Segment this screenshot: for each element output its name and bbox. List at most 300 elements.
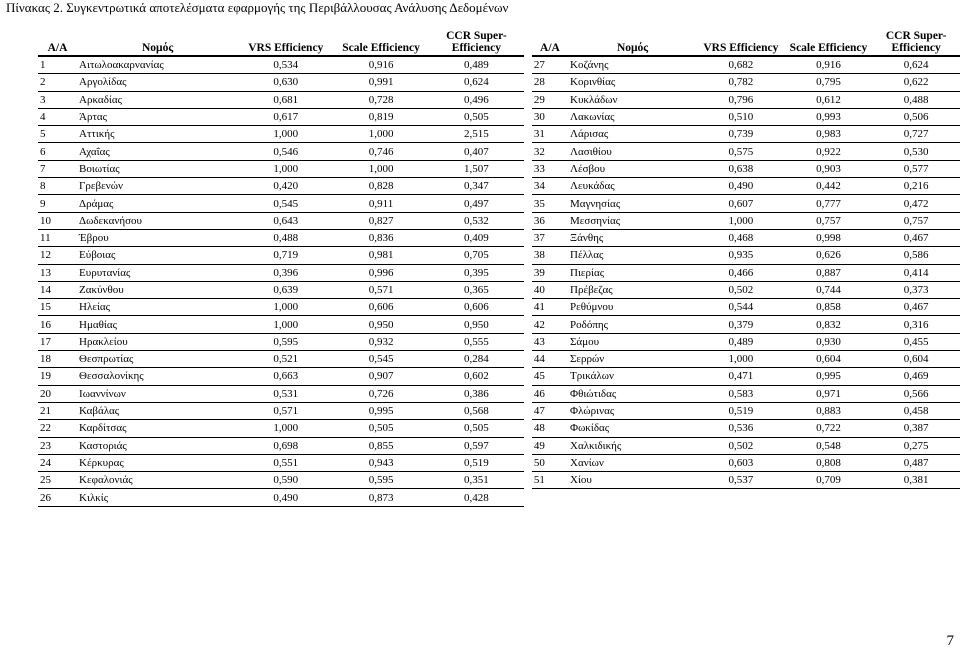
cell-scale-2: 0,795 bbox=[785, 74, 873, 91]
cell-ccr-2: 0,727 bbox=[872, 126, 960, 143]
cell-vrs-2: 0,466 bbox=[697, 264, 785, 281]
cell-scale: 0,746 bbox=[333, 143, 428, 160]
cell-ccr: 0,602 bbox=[429, 368, 524, 385]
table-row bbox=[38, 333, 960, 350]
cell-ccr: 0,532 bbox=[429, 212, 524, 229]
table-row bbox=[38, 229, 960, 246]
cell-aa-2: 30 bbox=[532, 108, 568, 125]
cell-scale-2 bbox=[785, 489, 873, 506]
cell-vrs: 0,551 bbox=[238, 454, 333, 471]
cell-scale-2: 0,832 bbox=[785, 316, 873, 333]
column-gap bbox=[524, 212, 532, 229]
cell-aa-2: 51 bbox=[532, 472, 568, 489]
table-body bbox=[38, 56, 960, 506]
cell-scale: 0,726 bbox=[333, 385, 428, 402]
table-header-row bbox=[38, 28, 960, 56]
cell-nomos-2: Ξάνθης bbox=[568, 229, 697, 246]
cell-vrs: 0,546 bbox=[238, 143, 333, 160]
cell-nomos: Ζακύνθου bbox=[77, 281, 238, 298]
cell-nomos: Καρδίτσας bbox=[77, 420, 238, 437]
table-caption: Πίνακας 2. Συγκεντρωτικά αποτελέσματα εφαρμογής της Περιβάλλουσας Ανάλυσης Δεδομένων bbox=[6, 0, 509, 15]
cell-scale: 0,950 bbox=[333, 316, 428, 333]
cell-nomos: Άρτας bbox=[77, 108, 238, 125]
cell-vrs-2: 0,537 bbox=[697, 472, 785, 489]
cell-scale-2: 0,998 bbox=[785, 229, 873, 246]
cell-ccr: 0,950 bbox=[429, 316, 524, 333]
column-gap bbox=[524, 74, 532, 91]
cell-nomos: Εύβοιας bbox=[77, 247, 238, 264]
cell-nomos: Αρκαδίας bbox=[77, 91, 238, 108]
table-row bbox=[38, 368, 960, 385]
cell-scale-2: 0,777 bbox=[785, 195, 873, 212]
table-row bbox=[38, 247, 960, 264]
cell-scale: 0,819 bbox=[333, 108, 428, 125]
cell-scale-2: 0,722 bbox=[785, 420, 873, 437]
cell-aa-2: 46 bbox=[532, 385, 568, 402]
column-gap bbox=[524, 195, 532, 212]
cell-nomos-2: Φωκίδας bbox=[568, 420, 697, 437]
cell-nomos: Αργολίδας bbox=[77, 74, 238, 91]
cell-aa-2: 45 bbox=[532, 368, 568, 385]
cell-ccr: 0,606 bbox=[429, 299, 524, 316]
cell-nomos: Ιωαννίνων bbox=[77, 385, 238, 402]
cell-scale-2: 0,808 bbox=[785, 454, 873, 471]
cell-ccr-2: 0,530 bbox=[872, 143, 960, 160]
cell-nomos: Βοιωτίας bbox=[77, 160, 238, 177]
header-scale: Scale Efficiency bbox=[333, 28, 428, 56]
column-gap bbox=[524, 385, 532, 402]
cell-nomos-2: Λέσβου bbox=[568, 160, 697, 177]
cell-nomos: Ηλείας bbox=[77, 299, 238, 316]
cell-ccr: 0,496 bbox=[429, 91, 524, 108]
cell-scale-2: 0,993 bbox=[785, 108, 873, 125]
header-ccr: CCR Super-Efficiency bbox=[429, 28, 524, 56]
cell-ccr-2: 0,757 bbox=[872, 212, 960, 229]
cell-ccr: 0,409 bbox=[429, 229, 524, 246]
cell-ccr-2: 0,414 bbox=[872, 264, 960, 281]
cell-vrs-2: 0,682 bbox=[697, 56, 785, 74]
page-number: 7 bbox=[946, 633, 954, 649]
cell-aa: 21 bbox=[38, 402, 77, 419]
cell-aa: 7 bbox=[38, 160, 77, 177]
cell-vrs-2: 1,000 bbox=[697, 212, 785, 229]
cell-scale: 0,545 bbox=[333, 351, 428, 368]
cell-ccr-2: 0,488 bbox=[872, 91, 960, 108]
cell-aa: 11 bbox=[38, 229, 77, 246]
column-gap bbox=[524, 420, 532, 437]
cell-ccr-2: 0,467 bbox=[872, 299, 960, 316]
cell-aa: 14 bbox=[38, 281, 77, 298]
cell-ccr-2: 0,469 bbox=[872, 368, 960, 385]
column-gap bbox=[524, 264, 532, 281]
cell-nomos: Ημαθίας bbox=[77, 316, 238, 333]
cell-scale-2: 0,883 bbox=[785, 402, 873, 419]
cell-nomos-2: Φθιώτιδας bbox=[568, 385, 697, 402]
cell-nomos: Αχαΐας bbox=[77, 143, 238, 160]
cell-vrs-2: 0,739 bbox=[697, 126, 785, 143]
cell-scale: 0,828 bbox=[333, 178, 428, 195]
cell-ccr: 0,555 bbox=[429, 333, 524, 350]
cell-vrs: 0,571 bbox=[238, 402, 333, 419]
cell-scale: 0,911 bbox=[333, 195, 428, 212]
table-row bbox=[38, 195, 960, 212]
column-gap bbox=[524, 437, 532, 454]
cell-aa-2: 36 bbox=[532, 212, 568, 229]
cell-aa: 16 bbox=[38, 316, 77, 333]
cell-nomos-2: Λασιθίου bbox=[568, 143, 697, 160]
table-row bbox=[38, 351, 960, 368]
column-gap bbox=[524, 229, 532, 246]
cell-scale: 0,916 bbox=[333, 56, 428, 74]
cell-nomos: Καστοριάς bbox=[77, 437, 238, 454]
cell-vrs: 0,420 bbox=[238, 178, 333, 195]
cell-vrs: 0,521 bbox=[238, 351, 333, 368]
cell-aa-2: 41 bbox=[532, 299, 568, 316]
cell-vrs-2: 0,471 bbox=[697, 368, 785, 385]
cell-aa-2: 42 bbox=[532, 316, 568, 333]
cell-aa: 3 bbox=[38, 91, 77, 108]
cell-nomos-2: Σάμου bbox=[568, 333, 697, 350]
table-row bbox=[38, 91, 960, 108]
cell-aa: 2 bbox=[38, 74, 77, 91]
cell-nomos-2: Χανίων bbox=[568, 454, 697, 471]
cell-nomos: Δράμας bbox=[77, 195, 238, 212]
cell-nomos-2: Τρικάλων bbox=[568, 368, 697, 385]
column-gap bbox=[524, 402, 532, 419]
cell-aa-2: 50 bbox=[532, 454, 568, 471]
cell-vrs: 0,534 bbox=[238, 56, 333, 74]
table-row bbox=[38, 437, 960, 454]
cell-scale-2: 0,983 bbox=[785, 126, 873, 143]
cell-ccr-2: 0,373 bbox=[872, 281, 960, 298]
header-gap bbox=[524, 28, 532, 56]
cell-scale: 0,996 bbox=[333, 264, 428, 281]
cell-nomos: Αττικής bbox=[77, 126, 238, 143]
cell-aa: 25 bbox=[38, 472, 77, 489]
cell-nomos-2: Πιερίας bbox=[568, 264, 697, 281]
cell-aa-2: 48 bbox=[532, 420, 568, 437]
cell-ccr-2: 0,216 bbox=[872, 178, 960, 195]
cell-vrs-2: 0,583 bbox=[697, 385, 785, 402]
cell-scale: 0,943 bbox=[333, 454, 428, 471]
cell-vrs: 0,488 bbox=[238, 229, 333, 246]
column-gap bbox=[524, 333, 532, 350]
cell-aa: 13 bbox=[38, 264, 77, 281]
cell-nomos-2: Χαλκιδικής bbox=[568, 437, 697, 454]
cell-ccr: 0,428 bbox=[429, 489, 524, 506]
cell-ccr-2: 0,586 bbox=[872, 247, 960, 264]
header-vrs-2: VRS Efficiency bbox=[697, 28, 785, 56]
table-row bbox=[38, 281, 960, 298]
cell-vrs-2: 0,638 bbox=[697, 160, 785, 177]
column-gap bbox=[524, 472, 532, 489]
column-gap bbox=[524, 143, 532, 160]
efficiency-table bbox=[38, 28, 960, 507]
cell-scale: 1,000 bbox=[333, 126, 428, 143]
cell-scale: 0,606 bbox=[333, 299, 428, 316]
cell-nomos-2: Πέλλας bbox=[568, 247, 697, 264]
cell-nomos-2: Λακωνίας bbox=[568, 108, 697, 125]
cell-ccr: 0,347 bbox=[429, 178, 524, 195]
cell-ccr-2: 0,566 bbox=[872, 385, 960, 402]
cell-aa: 19 bbox=[38, 368, 77, 385]
cell-aa: 8 bbox=[38, 178, 77, 195]
cell-scale: 0,836 bbox=[333, 229, 428, 246]
cell-scale-2: 0,858 bbox=[785, 299, 873, 316]
table-row bbox=[38, 472, 960, 489]
cell-ccr: 0,597 bbox=[429, 437, 524, 454]
column-gap bbox=[524, 299, 532, 316]
cell-vrs: 1,000 bbox=[238, 160, 333, 177]
cell-nomos: Αιτωλοακαρνανίας bbox=[77, 56, 238, 74]
cell-aa-2: 43 bbox=[532, 333, 568, 350]
cell-aa-2: 32 bbox=[532, 143, 568, 160]
cell-scale-2: 0,887 bbox=[785, 264, 873, 281]
header-nomos-2: Νομός bbox=[568, 28, 697, 56]
cell-scale: 0,981 bbox=[333, 247, 428, 264]
cell-aa: 20 bbox=[38, 385, 77, 402]
cell-vrs: 1,000 bbox=[238, 126, 333, 143]
cell-nomos: Κεφαλονιάς bbox=[77, 472, 238, 489]
cell-scale-2: 0,612 bbox=[785, 91, 873, 108]
cell-aa-2: 27 bbox=[532, 56, 568, 74]
cell-scale: 0,991 bbox=[333, 74, 428, 91]
table-row bbox=[38, 108, 960, 125]
cell-scale-2: 0,548 bbox=[785, 437, 873, 454]
header-ccr-2: CCR Super-Efficiency bbox=[872, 28, 960, 56]
cell-scale-2: 0,995 bbox=[785, 368, 873, 385]
cell-aa-2: 31 bbox=[532, 126, 568, 143]
cell-nomos-2: Φλώρινας bbox=[568, 402, 697, 419]
cell-nomos-2: Λευκάδας bbox=[568, 178, 697, 195]
cell-nomos: Θεσπρωτίας bbox=[77, 351, 238, 368]
cell-ccr-2: 0,275 bbox=[872, 437, 960, 454]
cell-ccr: 0,519 bbox=[429, 454, 524, 471]
cell-scale-2: 0,903 bbox=[785, 160, 873, 177]
column-gap bbox=[524, 351, 532, 368]
cell-aa: 22 bbox=[38, 420, 77, 437]
cell-scale: 0,907 bbox=[333, 368, 428, 385]
table-row bbox=[38, 402, 960, 419]
cell-vrs: 0,490 bbox=[238, 489, 333, 506]
table-row bbox=[38, 126, 960, 143]
cell-nomos-2: Μαγνησίας bbox=[568, 195, 697, 212]
cell-scale: 0,855 bbox=[333, 437, 428, 454]
cell-nomos-2 bbox=[568, 489, 697, 506]
table-row bbox=[38, 178, 960, 195]
cell-ccr: 0,705 bbox=[429, 247, 524, 264]
cell-vrs-2: 0,489 bbox=[697, 333, 785, 350]
cell-ccr-2: 0,624 bbox=[872, 56, 960, 74]
cell-vrs-2: 0,519 bbox=[697, 402, 785, 419]
cell-ccr: 0,568 bbox=[429, 402, 524, 419]
cell-ccr: 0,505 bbox=[429, 420, 524, 437]
cell-nomos-2: Πρέβεζας bbox=[568, 281, 697, 298]
cell-ccr: 0,407 bbox=[429, 143, 524, 160]
table-row bbox=[38, 385, 960, 402]
cell-vrs-2: 0,575 bbox=[697, 143, 785, 160]
cell-vrs-2: 0,510 bbox=[697, 108, 785, 125]
column-gap bbox=[524, 108, 532, 125]
cell-aa: 23 bbox=[38, 437, 77, 454]
cell-aa: 6 bbox=[38, 143, 77, 160]
cell-ccr-2: 0,455 bbox=[872, 333, 960, 350]
cell-nomos-2: Ροδόπης bbox=[568, 316, 697, 333]
cell-aa: 17 bbox=[38, 333, 77, 350]
cell-aa: 18 bbox=[38, 351, 77, 368]
table-row bbox=[38, 454, 960, 471]
table-row bbox=[38, 212, 960, 229]
cell-vrs: 0,595 bbox=[238, 333, 333, 350]
cell-scale: 0,932 bbox=[333, 333, 428, 350]
cell-aa: 26 bbox=[38, 489, 77, 506]
table-row bbox=[38, 299, 960, 316]
cell-vrs: 1,000 bbox=[238, 420, 333, 437]
cell-vrs-2: 0,490 bbox=[697, 178, 785, 195]
cell-vrs-2: 0,544 bbox=[697, 299, 785, 316]
cell-aa: 24 bbox=[38, 454, 77, 471]
cell-ccr-2: 0,316 bbox=[872, 316, 960, 333]
cell-aa: 12 bbox=[38, 247, 77, 264]
cell-aa-2: 39 bbox=[532, 264, 568, 281]
cell-aa: 4 bbox=[38, 108, 77, 125]
cell-aa-2: 40 bbox=[532, 281, 568, 298]
cell-nomos: Δωδεκανήσου bbox=[77, 212, 238, 229]
header-vrs: VRS Efficiency bbox=[238, 28, 333, 56]
table-row bbox=[38, 56, 960, 74]
table-row bbox=[38, 160, 960, 177]
cell-ccr: 0,624 bbox=[429, 74, 524, 91]
cell-nomos: Γρεβενών bbox=[77, 178, 238, 195]
cell-nomos: Κιλκίς bbox=[77, 489, 238, 506]
table-row bbox=[38, 420, 960, 437]
cell-scale: 0,505 bbox=[333, 420, 428, 437]
cell-vrs: 1,000 bbox=[238, 299, 333, 316]
cell-vrs: 0,639 bbox=[238, 281, 333, 298]
cell-ccr-2: 0,506 bbox=[872, 108, 960, 125]
cell-scale-2: 0,916 bbox=[785, 56, 873, 74]
cell-ccr-2: 0,387 bbox=[872, 420, 960, 437]
cell-ccr-2: 0,577 bbox=[872, 160, 960, 177]
cell-scale-2: 0,744 bbox=[785, 281, 873, 298]
cell-ccr: 0,365 bbox=[429, 281, 524, 298]
column-gap bbox=[524, 368, 532, 385]
cell-vrs-2: 0,502 bbox=[697, 437, 785, 454]
cell-scale-2: 0,709 bbox=[785, 472, 873, 489]
cell-ccr: 2,515 bbox=[429, 126, 524, 143]
column-gap bbox=[524, 281, 532, 298]
cell-aa-2 bbox=[532, 489, 568, 506]
cell-nomos-2: Κυκλάδων bbox=[568, 91, 697, 108]
column-gap bbox=[524, 160, 532, 177]
column-gap bbox=[524, 91, 532, 108]
cell-vrs: 0,630 bbox=[238, 74, 333, 91]
cell-scale: 0,595 bbox=[333, 472, 428, 489]
header-scale-2: Scale Efficiency bbox=[785, 28, 873, 56]
cell-ccr-2: 0,487 bbox=[872, 454, 960, 471]
cell-vrs-2: 0,502 bbox=[697, 281, 785, 298]
cell-ccr: 1,507 bbox=[429, 160, 524, 177]
cell-vrs: 0,698 bbox=[238, 437, 333, 454]
cell-ccr-2: 0,472 bbox=[872, 195, 960, 212]
cell-scale-2: 0,930 bbox=[785, 333, 873, 350]
cell-scale: 0,827 bbox=[333, 212, 428, 229]
cell-vrs: 0,590 bbox=[238, 472, 333, 489]
table-row bbox=[38, 74, 960, 91]
cell-ccr: 0,351 bbox=[429, 472, 524, 489]
header-nomos: Νομός bbox=[77, 28, 238, 56]
cell-ccr-2 bbox=[872, 489, 960, 506]
cell-vrs-2: 0,782 bbox=[697, 74, 785, 91]
column-gap bbox=[524, 126, 532, 143]
cell-ccr: 0,386 bbox=[429, 385, 524, 402]
cell-aa-2: 38 bbox=[532, 247, 568, 264]
cell-aa: 10 bbox=[38, 212, 77, 229]
header-aa-2: Α/Α bbox=[532, 28, 568, 56]
column-gap bbox=[524, 316, 532, 333]
cell-nomos-2: Λάρισας bbox=[568, 126, 697, 143]
cell-nomos-2: Κοζάνης bbox=[568, 56, 697, 74]
cell-aa-2: 49 bbox=[532, 437, 568, 454]
cell-aa-2: 29 bbox=[532, 91, 568, 108]
cell-aa-2: 37 bbox=[532, 229, 568, 246]
column-gap bbox=[524, 247, 532, 264]
cell-scale: 0,995 bbox=[333, 402, 428, 419]
cell-scale: 0,571 bbox=[333, 281, 428, 298]
cell-vrs: 1,000 bbox=[238, 316, 333, 333]
column-gap bbox=[524, 454, 532, 471]
cell-nomos: Θεσσαλονίκης bbox=[77, 368, 238, 385]
cell-ccr: 0,497 bbox=[429, 195, 524, 212]
table-row bbox=[38, 316, 960, 333]
cell-nomos: Καβάλας bbox=[77, 402, 238, 419]
table-row bbox=[38, 264, 960, 281]
cell-vrs: 0,617 bbox=[238, 108, 333, 125]
cell-vrs-2: 0,379 bbox=[697, 316, 785, 333]
cell-vrs: 0,545 bbox=[238, 195, 333, 212]
table-row bbox=[38, 143, 960, 160]
cell-vrs-2: 0,468 bbox=[697, 229, 785, 246]
cell-aa: 9 bbox=[38, 195, 77, 212]
cell-vrs-2: 1,000 bbox=[697, 351, 785, 368]
cell-aa-2: 47 bbox=[532, 402, 568, 419]
column-gap bbox=[524, 178, 532, 195]
cell-ccr: 0,489 bbox=[429, 56, 524, 74]
cell-scale-2: 0,442 bbox=[785, 178, 873, 195]
table-row bbox=[38, 489, 960, 506]
cell-nomos: Κέρκυρας bbox=[77, 454, 238, 471]
cell-vrs: 0,531 bbox=[238, 385, 333, 402]
cell-ccr-2: 0,458 bbox=[872, 402, 960, 419]
cell-vrs-2: 0,796 bbox=[697, 91, 785, 108]
cell-scale: 0,728 bbox=[333, 91, 428, 108]
cell-scale: 1,000 bbox=[333, 160, 428, 177]
cell-aa-2: 33 bbox=[532, 160, 568, 177]
cell-scale-2: 0,922 bbox=[785, 143, 873, 160]
cell-nomos: Ευρυτανίας bbox=[77, 264, 238, 281]
cell-aa: 15 bbox=[38, 299, 77, 316]
cell-vrs-2: 0,607 bbox=[697, 195, 785, 212]
cell-vrs: 0,396 bbox=[238, 264, 333, 281]
cell-ccr-2: 0,467 bbox=[872, 229, 960, 246]
cell-nomos-2: Χίου bbox=[568, 472, 697, 489]
cell-ccr: 0,395 bbox=[429, 264, 524, 281]
cell-vrs: 0,663 bbox=[238, 368, 333, 385]
cell-nomos: Έβρου bbox=[77, 229, 238, 246]
header-aa: Α/Α bbox=[38, 28, 77, 56]
cell-vrs: 0,719 bbox=[238, 247, 333, 264]
cell-nomos-2: Ρεθύμνου bbox=[568, 299, 697, 316]
